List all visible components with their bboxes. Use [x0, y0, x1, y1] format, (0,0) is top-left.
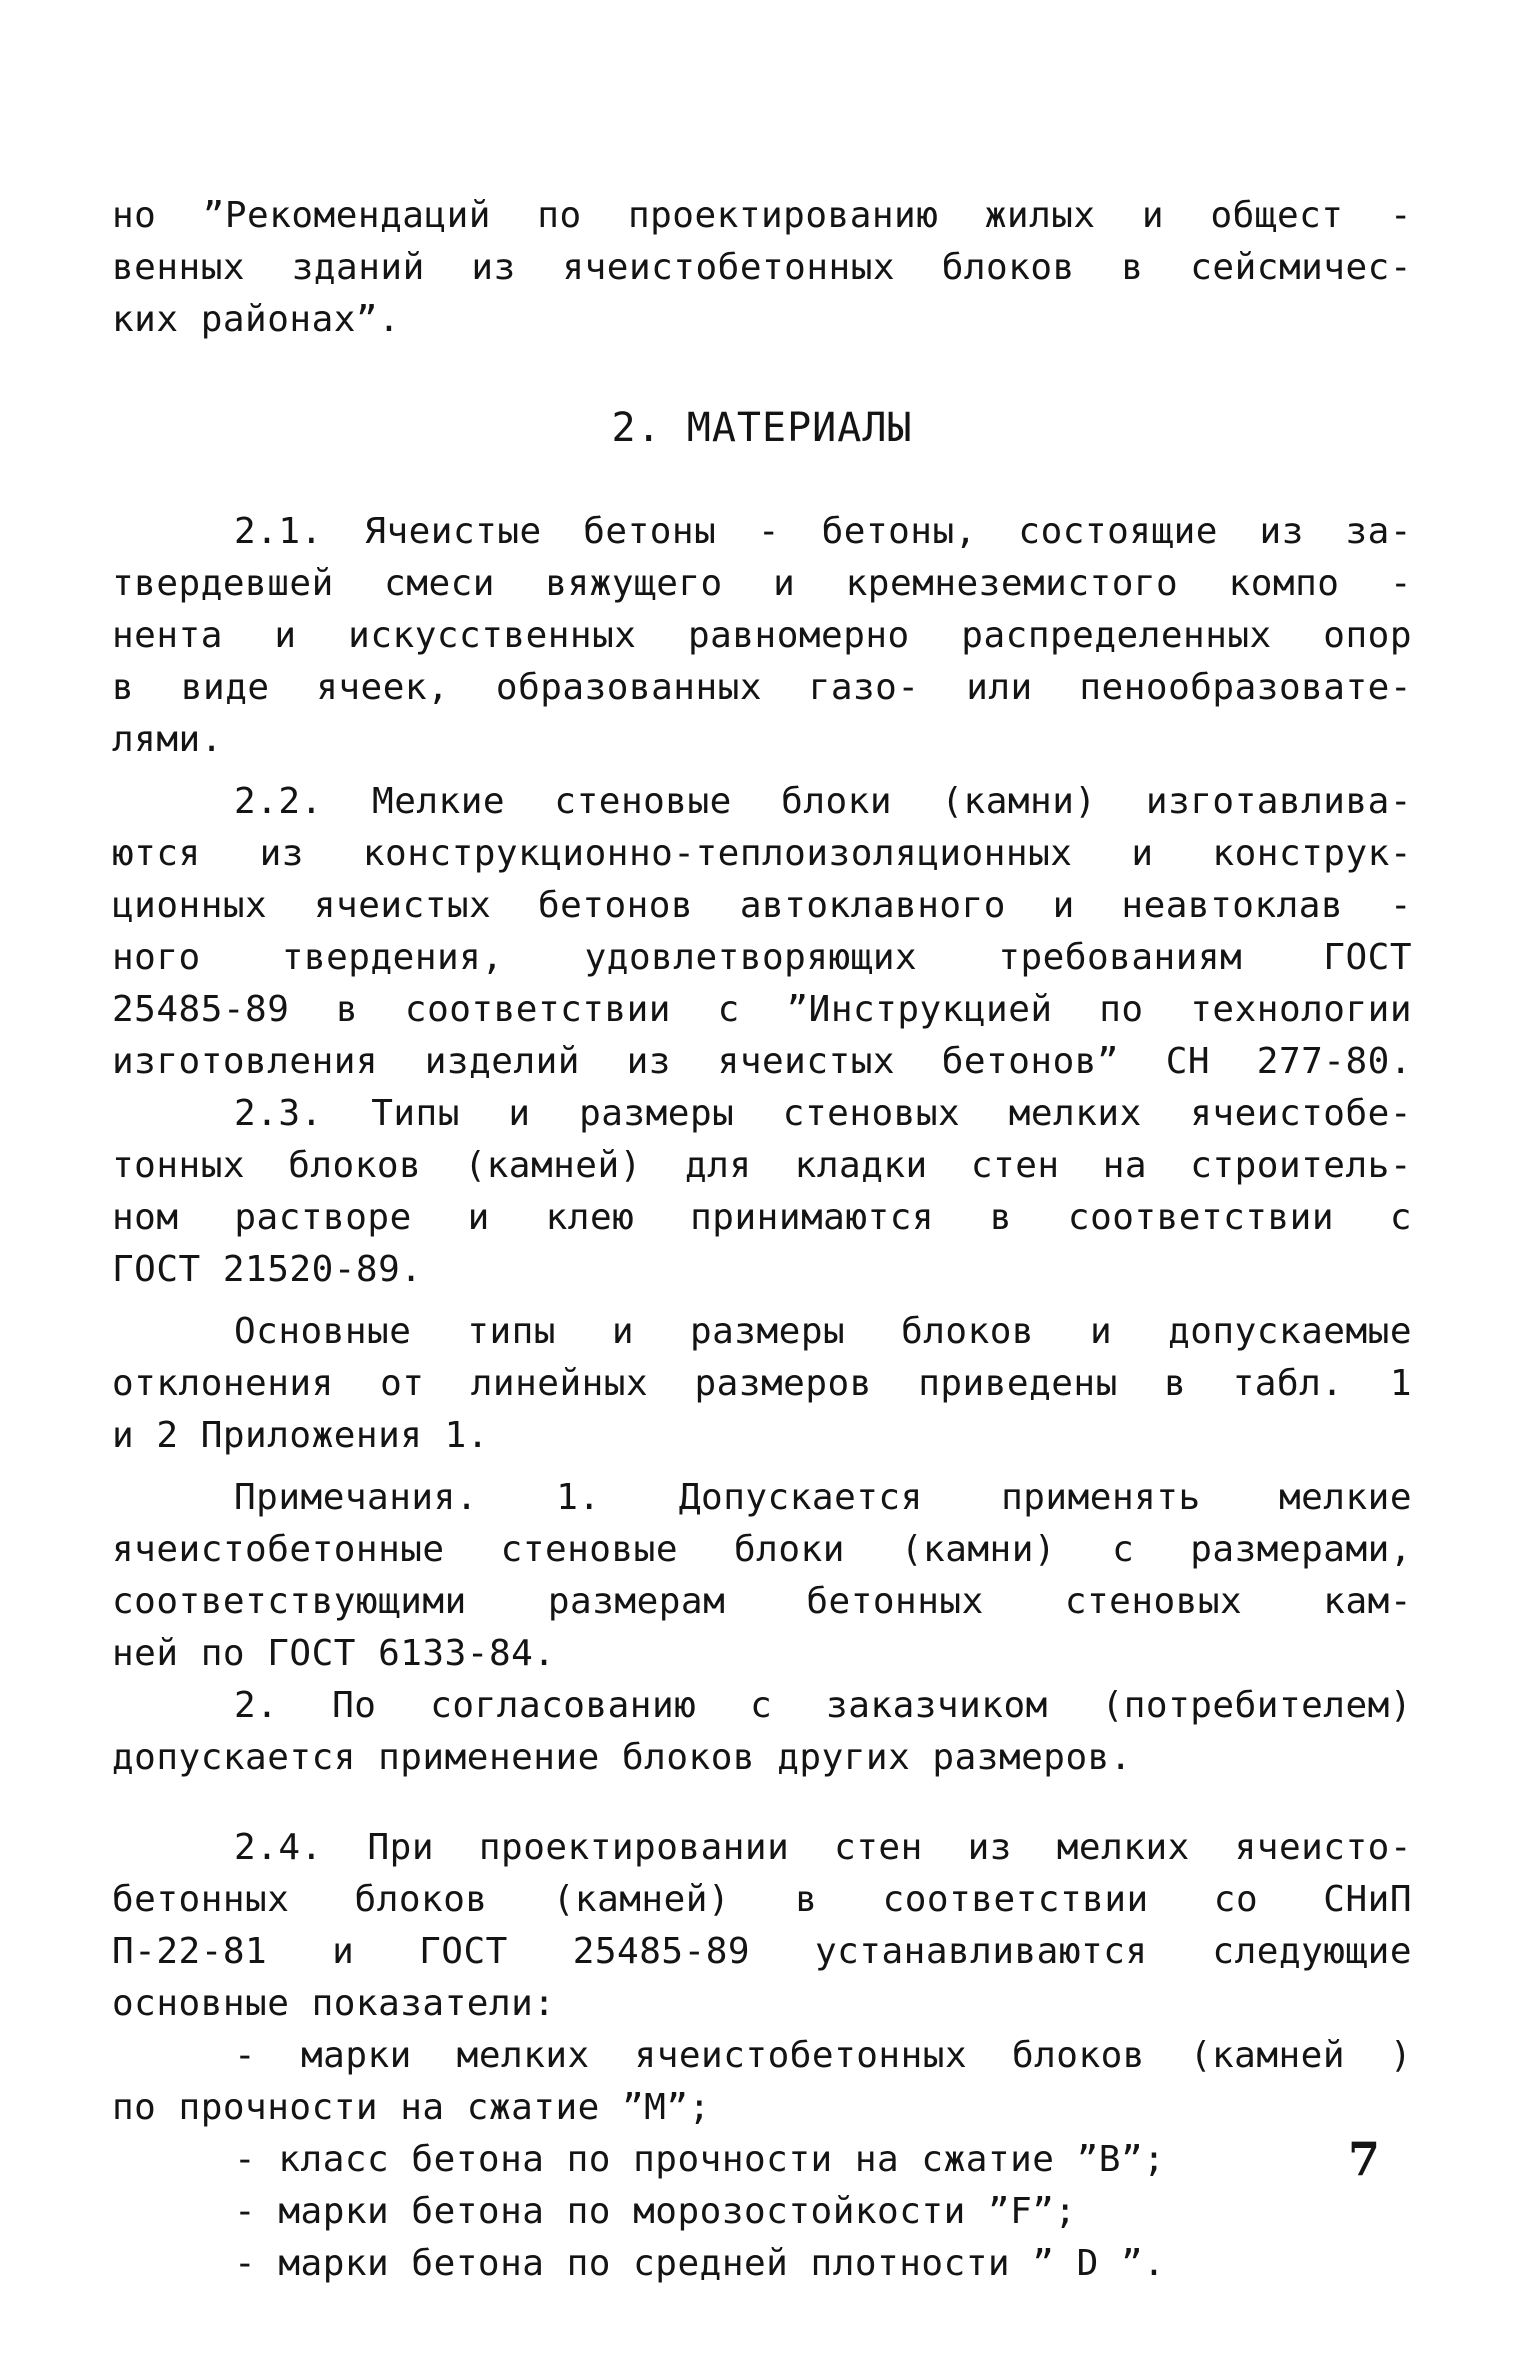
text-line: но ”Рекомендаций по проектированию жилых и общест -: [112, 195, 1412, 236]
list-item: - марки бетона по морозостойкости ”F”;: [234, 2191, 1077, 2232]
text-line: изготовления изделий из ячеистых бетонов” СН 277-80.: [112, 1041, 1412, 1082]
text-line: ного твердения, удовлетворяющих требованиям ГОСТ: [112, 937, 1412, 978]
text-line: ционных ячеистых бетонов автоклавного и неавтоклав -: [112, 885, 1412, 926]
text-line: ней по ГОСТ 6133-84.: [112, 1633, 556, 1674]
text-line: и 2 Приложения 1.: [112, 1415, 489, 1456]
list-item: - марки бетона по средней плотности ” D ”.: [234, 2243, 1166, 2284]
text-line: 2.3. Типы и размеры стеновых мелких ячеистобе-: [234, 1093, 1412, 1134]
intro-paragraph: [112, 190, 1412, 346]
text-line: в виде ячеек, образованных газо- или пенообразовате-: [112, 667, 1412, 708]
text-line: бетонных блоков (камней) в соответствии со СНиП: [112, 1879, 1412, 1920]
text-line: отклонения от линейных размеров приведены в табл. 1: [112, 1363, 1412, 1404]
paragraph-2-3: [112, 1088, 1412, 1296]
text-line: твердевшей смеси вяжущего и кремнеземистого компо -: [112, 563, 1412, 604]
text-line: 2.2. Мелкие стеновые блоки (камни) изготавлива-: [234, 781, 1412, 822]
text-line: 25485-89 в соответствии с ”Инструкцией по технологии: [112, 989, 1412, 1030]
list-item: - марки мелких ячеистобетонных блоков (камней ): [234, 2035, 1412, 2076]
text-line: ются из конструкционно-теплоизоляционных и конструк-: [112, 833, 1412, 874]
text-line: ГОСТ 21520-89.: [112, 1249, 423, 1290]
paragraph-types: [112, 1306, 1412, 1462]
text-line: 2.4. При проектировании стен из мелких ячеисто-: [234, 1827, 1412, 1868]
list-item: - класс бетона по прочности на сжатие ”В”;: [234, 2139, 1166, 2180]
section-heading: 2. МАТЕРИАЛЫ: [611, 405, 913, 451]
paragraph-2-4: [112, 1822, 1412, 2290]
text-line: ном растворе и клею принимаются в соответствии с: [112, 1197, 1412, 1238]
page-number: 7: [1348, 2132, 1381, 2186]
text-line: венных зданий из ячеистобетонных блоков в сейсмичес-: [112, 247, 1412, 288]
text-line: П-22-81 и ГОСТ 25485-89 устанавливаются следующие: [112, 1931, 1412, 1972]
paragraph-2-1: [112, 506, 1412, 766]
text-line: Основные типы и размеры блоков и допускаемые: [234, 1311, 1412, 1352]
text-line: основные показатели:: [112, 1983, 556, 2024]
text-line: 2. По согласованию с заказчиком (потребителем): [234, 1685, 1412, 1726]
notes-block: [112, 1472, 1412, 1784]
paragraph-2-2: [112, 776, 1412, 1088]
text-line: лями.: [112, 719, 223, 760]
text-line: тонных блоков (камней) для кладки стен на строитель-: [112, 1145, 1412, 1186]
text-line: Примечания. 1. Допускается применять мелкие: [234, 1477, 1412, 1518]
list-item: по прочности на сжатие ”М”;: [112, 2087, 711, 2128]
text-line: ких районах”.: [112, 299, 401, 340]
text-line: допускается применение блоков других размеров.: [112, 1737, 1132, 1778]
document-page: [112, 190, 1412, 2290]
text-line: ячеистобетонные стеновые блоки (камни) с размерами,: [112, 1529, 1412, 1570]
text-line: 2.1. Ячеистые бетоны - бетоны, состоящие из за-: [234, 511, 1412, 552]
text-line: соответствующими размерам бетонных стеновых кам-: [112, 1581, 1412, 1622]
text-line: нента и искусственных равномерно распределенных опор: [112, 615, 1412, 656]
